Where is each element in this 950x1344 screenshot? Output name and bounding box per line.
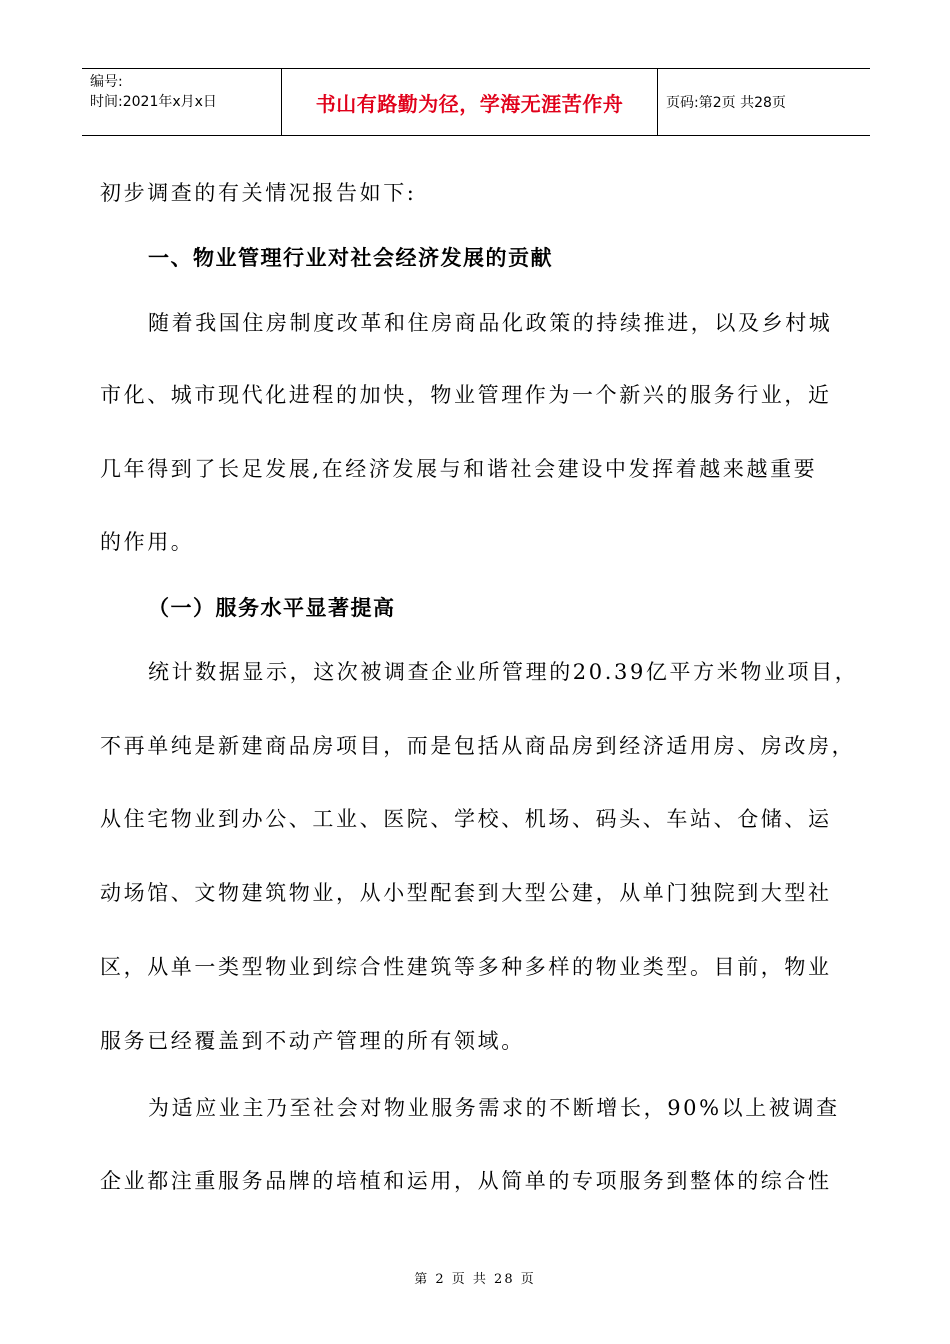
body-line: 为适应业主乃至社会对物业服务需求的不断增长，90%以上被调查 — [148, 1096, 840, 1120]
body-line: 不再单纯是新建商品房项目，而是包括从商品房到经济适用房、房改房， — [100, 734, 856, 758]
body-line: 市化、城市现代化进程的加快，物业管理作为一个新兴的服务行业，近 — [100, 383, 832, 407]
body-line: 统计数据显示，这次被调查企业所管理的20.39亿平方米物业项目， — [148, 660, 859, 684]
document-number-label: 编号: — [90, 74, 123, 90]
body-line: 的作用。 — [100, 530, 195, 554]
body-line: 动场馆、文物建筑物业，从小型配套到大型公建，从单门独院到大型社 — [100, 881, 832, 905]
body-line: 企业都注重服务品牌的培植和运用，从简单的专项服务到整体的综合性 — [100, 1169, 832, 1193]
body-line: 初步调查的有关情况报告如下: — [100, 181, 417, 205]
header-motto: 书山有路勤为径，学海无涯苦作舟 — [282, 69, 658, 135]
body-line: 区，从单一类型物业到综合性建筑等多种多样的物业类型。目前，物业 — [100, 955, 832, 979]
page-footer: 第 2 页 共 28 页 — [414, 1272, 536, 1287]
section-heading: 一、物业管理行业对社会经济发展的贡献 — [148, 246, 553, 270]
header-page-info: 页码:第2页 共28页 — [666, 95, 786, 111]
subsection-heading: （一）服务水平显著提高 — [148, 596, 396, 620]
body-line: 服务已经覆盖到不动产管理的所有领域。 — [100, 1029, 525, 1053]
body-line: 几年得到了长足发展,在经济发展与和谐社会建设中发挥着越来越重要 — [100, 457, 818, 481]
document-time-label: 时间:2021年x月x日 — [90, 94, 217, 110]
page-header — [82, 68, 870, 136]
body-line: 随着我国住房制度改革和住房商品化政策的持续推进，以及乡村城 — [148, 311, 833, 335]
body-line: 从住宅物业到办公、工业、医院、学校、机场、码头、车站、仓储、运 — [100, 807, 832, 831]
header-meta — [82, 69, 282, 135]
